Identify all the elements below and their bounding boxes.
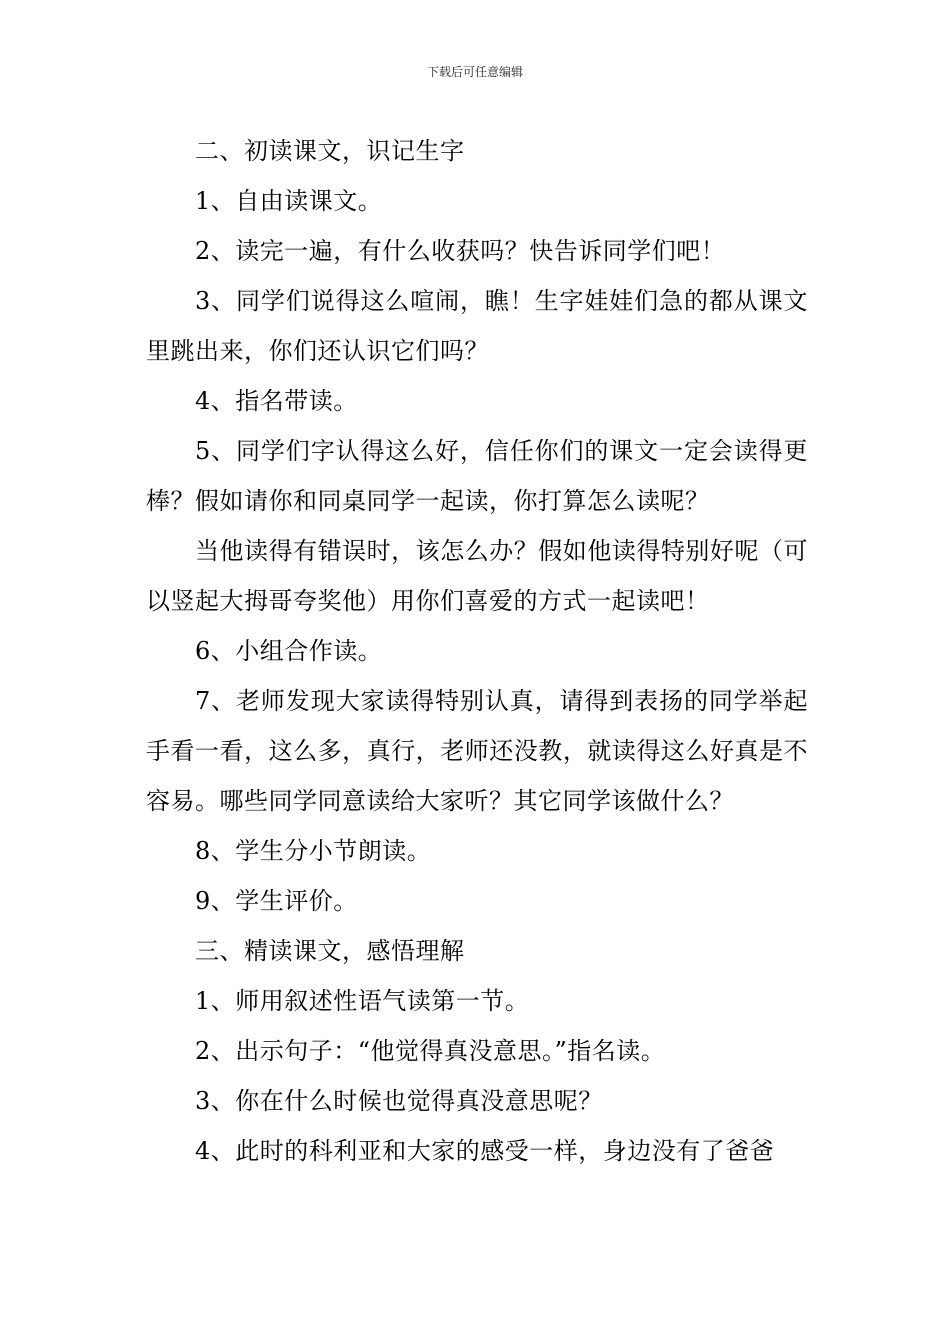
list-item: 3、同学们说得这么喧闹，瞧！生字娃娃们急的都从课文里跳出来，你们还认识它们吗？ bbox=[146, 287, 808, 365]
list-item: 5、同学们字认得这么好，信任你们的课文一定会读得更棒？假如请你和同桌同学一起读，你打算怎么读呢？ bbox=[146, 437, 808, 515]
list-item: 6、小组合作读。 bbox=[195, 637, 383, 665]
list-item: 1、自由读课文。 bbox=[195, 187, 383, 215]
list-item: 3、你在什么时候也觉得真没意思呢？ bbox=[195, 1087, 603, 1115]
list-item: 4、此时的科利亚和大家的感受一样，身边没有了爸爸 bbox=[195, 1137, 775, 1165]
list-item: 9、学生评价。 bbox=[195, 887, 358, 915]
list-item: 8、学生分小节朗读。 bbox=[195, 837, 432, 865]
list-item: 2、读完一遍，有什么收获吗？快告诉同学们吧！ bbox=[195, 237, 726, 265]
page-header: 下载后可任意编辑 bbox=[426, 65, 523, 79]
document-body bbox=[146, 126, 808, 1176]
list-item: 4、指名带读。 bbox=[195, 387, 358, 415]
section-heading-2: 二、初读课文，识记生字 bbox=[195, 137, 465, 165]
section-heading-3: 三、精读课文，感悟理解 bbox=[195, 937, 465, 965]
list-item: 1、师用叙述性语气读第一节。 bbox=[195, 987, 530, 1015]
list-item: 2、出示句子：“他觉得真没意思。”指名读。 bbox=[195, 1037, 666, 1065]
paragraph: 当他读得有错误时，该怎么办？假如他读得特别好呢（可以竖起大拇哥夸奖他）用你们喜爱的方式一起读吧！ bbox=[146, 537, 808, 615]
list-item: 7、老师发现大家读得特别认真，请得到表扬的同学举起手看一看，这么多，真行，老师还没教，就读得这么好真是不容易。哪些同学同意读给大家听？其它同学该做什么？ bbox=[146, 687, 808, 815]
